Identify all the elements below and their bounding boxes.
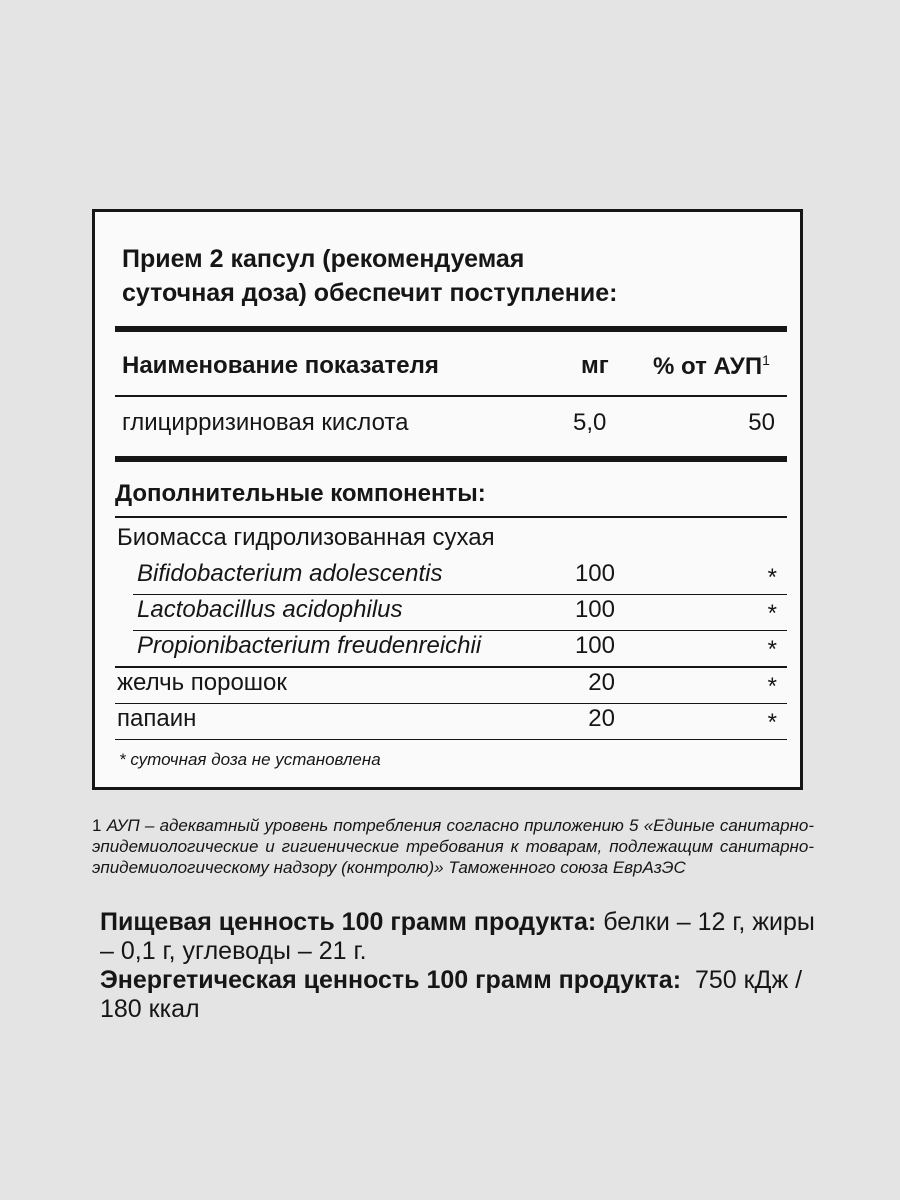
nutrition-info: [100, 908, 820, 1024]
row-divider: [133, 630, 787, 631]
energy-value-label: Энергетическая ценность 100 грамм продукта:: [100, 966, 682, 994]
additional-title-rule: [115, 516, 787, 518]
biomass-label: Биомасса гидролизованная сухая: [117, 524, 495, 551]
food-value-label: Пищевая ценность 100 грамм продукта:: [100, 908, 597, 936]
main-row-percent: 50: [748, 409, 775, 436]
column-header-percent: [653, 352, 770, 381]
footnote-text: АУП – адекватный уровень потребления согласно приложению 5 «Единые санитарно-эпидемиологические и гигиенические требования к товарам, подлежащим санитарно-эпидемиологическому надзору (контролю)» Таможенного союза ЕврАзЭС: [92, 816, 814, 877]
header-bottom-rule: [115, 395, 787, 397]
component-name: желчь порошок: [117, 669, 287, 696]
food-value-line: [100, 908, 820, 966]
component-name: папаин: [117, 705, 197, 732]
row-divider: [115, 703, 787, 704]
component-name: Lactobacillus acidophilus: [137, 596, 403, 623]
section-rule: [115, 456, 787, 462]
intro-line-2: суточная доза) обеспечит поступление:: [122, 279, 618, 307]
component-name: Propionibacterium freudenreichii: [137, 632, 482, 659]
header-top-rule: [115, 326, 787, 332]
component-mg: 100: [574, 632, 615, 659]
footnote: [92, 815, 814, 878]
row-divider: [133, 594, 787, 595]
component-percent: *: [767, 709, 777, 736]
main-row-name: глицирризиновая кислота: [122, 409, 409, 436]
row-divider: [115, 739, 787, 740]
component-mg: 100: [574, 560, 615, 587]
component-percent: *: [767, 600, 777, 627]
composition-panel: [92, 209, 803, 790]
component-mg: 100: [574, 596, 615, 623]
component-name: Bifidobacterium adolescentis: [137, 560, 443, 587]
daily-dose-note: * суточная доза не установлена: [119, 750, 381, 769]
footnote-number: 1: [92, 816, 102, 835]
column-header-name: Наименование показателя: [122, 352, 439, 379]
food-value-text: белки – 12 г, жиры – 0,1 г, углеводы – 21 г.: [100, 908, 815, 965]
column-header-mg: мг: [581, 352, 609, 379]
column-header-percent-label: % от АУП: [653, 353, 763, 380]
row-divider: [115, 666, 787, 668]
component-percent: *: [767, 636, 777, 663]
additional-title: Дополнительные компоненты:: [115, 480, 486, 507]
component-mg: 20: [588, 705, 615, 732]
component-mg: 20: [588, 669, 615, 696]
intro-text: [122, 242, 617, 310]
component-percent: *: [767, 564, 777, 591]
component-percent: *: [767, 673, 777, 700]
intro-line-1: Прием 2 капсул (рекомендуемая: [122, 245, 525, 273]
main-row-mg: 5,0: [573, 409, 607, 436]
footnote-marker: 1: [762, 352, 770, 368]
energy-value-line: [100, 966, 820, 1024]
energy-value-text: 750 кДж / 180 ккал: [100, 966, 803, 1023]
